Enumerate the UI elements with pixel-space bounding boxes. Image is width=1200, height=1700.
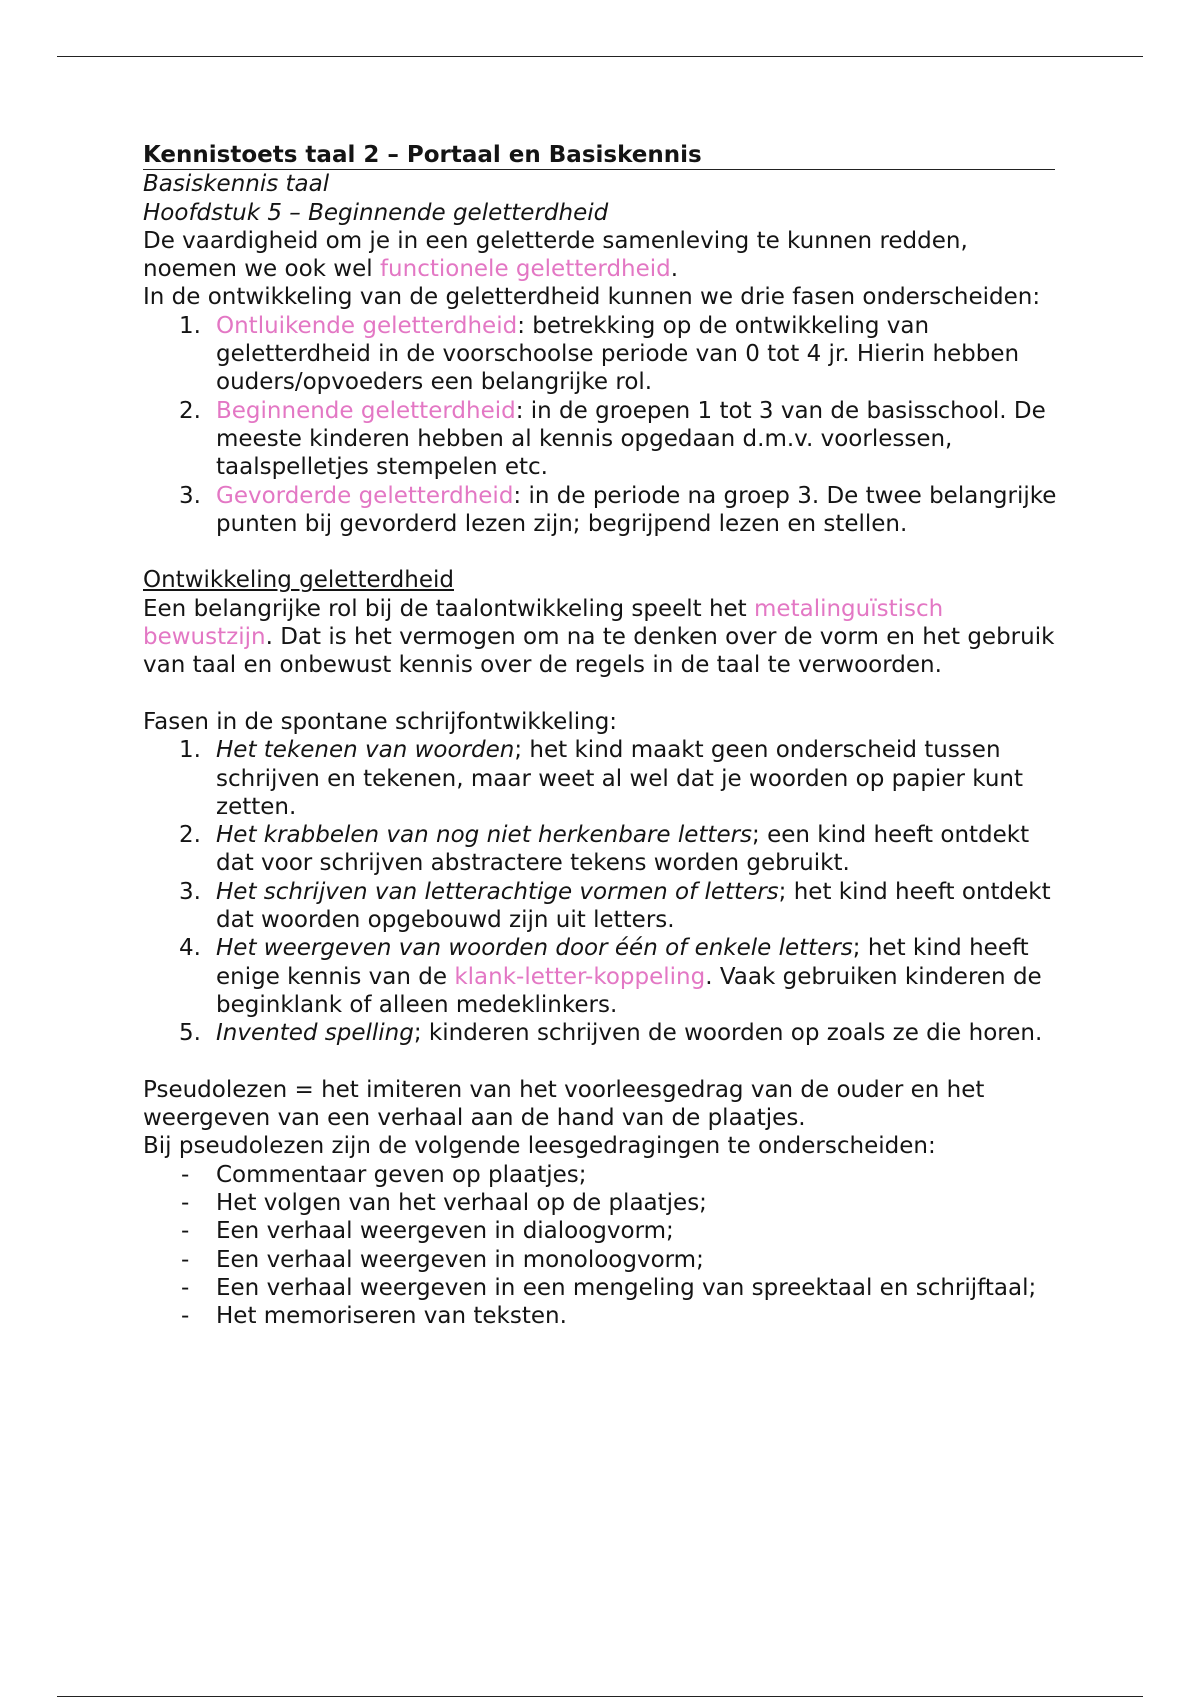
writing-phases-list — [143, 736, 1058, 1047]
list-item: 5. Invented spelling; kinderen schrijven de woorden op zoals ze die horen. — [179, 1020, 1043, 1047]
document-body — [143, 141, 1058, 1330]
phases-list — [143, 312, 1058, 538]
list-item: 2. Beginnende geletterdheid: in de groepen 1 tot 3 van de basisschool. De meeste kinderen hebben al kennis opgedaan d.m.v. voorlessen, taalspelletjes stempelen etc. — [179, 397, 1046, 481]
pseudolezen-list — [143, 1161, 1058, 1331]
subtitle: Basiskennis taal — [143, 171, 330, 198]
list-item: 3. Gevorderde geletterdheid: in de periode na groep 3. De twee belangrijke punten bij gevorderd lezen zijn; begrijpend lezen en stellen. — [179, 482, 1057, 537]
list-item: 1. Ontluikende geletterdheid: betrekking op de ontwikkeling van geletterdheid in de voorschoolse periode van 0 tot 4 jr. Hierin hebben ouders/opvoeders een belangrijke rol. — [179, 312, 1020, 396]
list-item: - Commentaar geven op plaatjes; — [181, 1161, 587, 1188]
term-functionele-geletterdheid: functionele geletterdheid — [379, 256, 671, 283]
pseudolezen-intro: Bij pseudolezen zijn de volgende leesgedragingen te onderscheiden: — [143, 1133, 936, 1160]
section-paragraph: Een belangrijke rol bij de taalontwikkeling speelt het metalinguïstisch bewustzijn. Dat is het vermogen om na te denken over de vorm en het gebruik van taal en onbewust kennis over de regels in de taal te verwoorden. — [143, 595, 1055, 679]
intro-paragraph-1: De vaardigheid om je in een geletterde samenleving te kunnen redden, noemen we ook wel functionele geletterdheid. — [143, 227, 968, 283]
pseudolezen-definition: Pseudolezen = het imiteren van het voorleesgedrag van de ouder en het weergeven van een verhaal aan de hand van de plaatjes. — [143, 1076, 985, 1132]
term-klank-letter-koppeling: klank-letter-koppeling — [454, 963, 706, 990]
list-item: - Een verhaal weergeven in monoloogvorm; — [181, 1246, 704, 1273]
spacer — [143, 680, 1058, 708]
list-item: - Een verhaal weergeven in dialoogvorm; — [181, 1218, 674, 1245]
section-heading-ontwikkeling: Ontwikkeling geletterdheid — [143, 567, 454, 594]
intro-paragraph-2: In de ontwikkeling van de geletterdheid kunnen we drie fasen onderscheiden: — [143, 284, 1041, 311]
list-item: 3. Het schrijven van letterachtige vormen of letters; het kind heeft ontdekt dat woorden opgebouwd zijn uit letters. — [179, 878, 1051, 934]
list-item: - Het memoriseren van teksten. — [181, 1303, 567, 1330]
document-title: Kennistoets taal 2 – Portaal en Basiskennis — [143, 141, 1055, 170]
writing-intro: Fasen in de spontane schrijfontwikkeling: — [143, 708, 618, 735]
term-highlight: Gevorderde geletterdheid — [216, 482, 514, 509]
list-item: - Het volgen van het verhaal op de plaatjes; — [181, 1189, 707, 1216]
spacer — [143, 538, 1058, 566]
list-item: 1. Het tekenen van woorden; het kind maakt geen onderscheid tussen schrijven en tekenen, maar weet al wel dat je woorden op papier kunt zetten. — [179, 737, 1024, 820]
page-bottom-rule — [57, 1696, 1143, 1697]
list-item: - Een verhaal weergeven in een mengeling van spreektaal en schrijftaal; — [181, 1274, 1037, 1301]
page-top-rule — [57, 56, 1143, 57]
list-item: 4. Het weergeven van woorden door één of enkele letters; het kind heeft enige kennis van de klank-letter-koppeling. Vaak gebruiken kinderen de beginklank of alleen medeklinkers. — [179, 935, 1042, 1018]
list-item: 2. Het krabbelen van nog niet herkenbare letters; een kind heeft ontdekt dat voor schrijven abstractere tekens worden gebruikt. — [179, 822, 1030, 877]
term-highlight: Ontluikende geletterdheid — [216, 312, 518, 339]
term-metalinguistisch: metalinguïstisch bewustzijn — [143, 595, 944, 651]
chapter-heading: Hoofdstuk 5 – Beginnende geletterdheid — [143, 199, 609, 226]
term-highlight: Beginnende geletterdheid — [216, 397, 516, 424]
spacer — [143, 1048, 1058, 1076]
